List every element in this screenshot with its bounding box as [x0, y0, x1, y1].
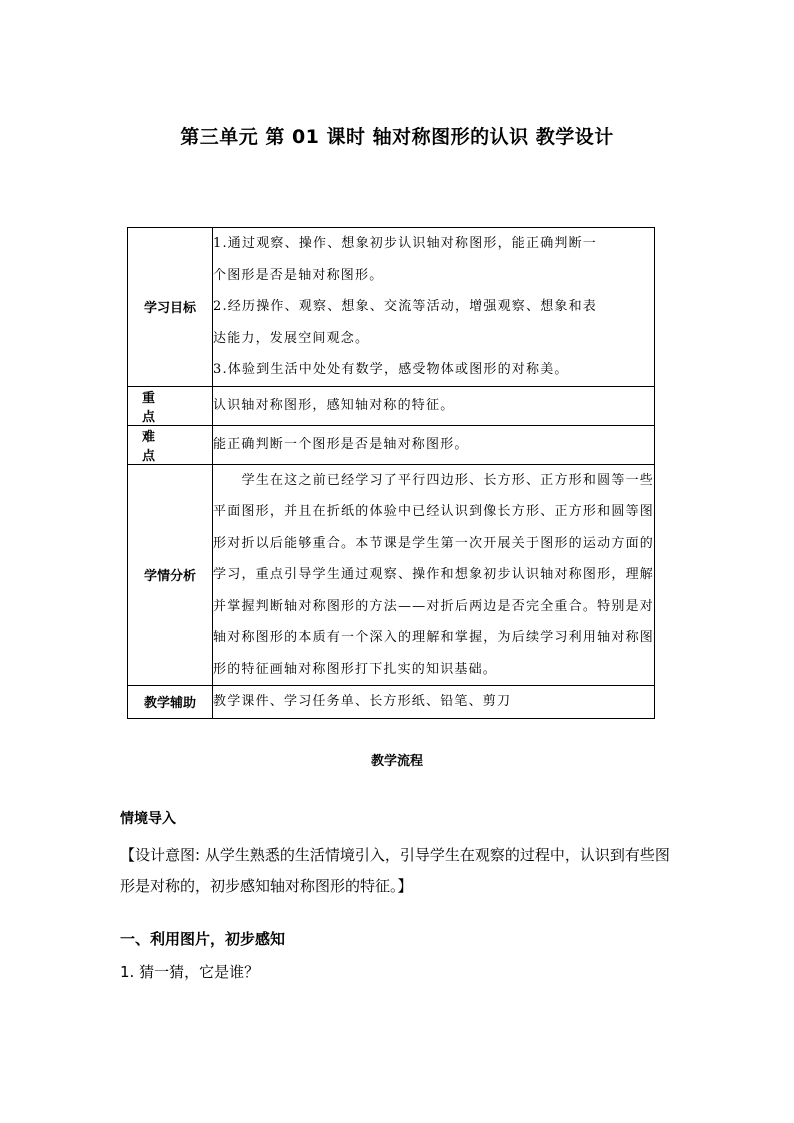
design-intent: 【设计意图: 从学生熟悉的生活情境引入，引导学生在观察的过程中，认识到有些图形是对称的，初步感知轴对称图形的特征。】 — [120, 846, 670, 895]
table-row-analysis — [128, 464, 655, 686]
goal-line-3: 2.经历操作、观察、想象、交流等活动，增强观察、想象和表 — [213, 299, 598, 314]
table-row-aids — [128, 686, 655, 719]
table-row-key-point — [128, 386, 655, 425]
goal-line-1: 1.通过观察、操作、想象初步认识轴对称图形，能正确判断一 — [213, 236, 598, 251]
difficulty-label: 难 点 — [128, 425, 213, 464]
key-point-label: 重 点 — [128, 386, 213, 425]
section-1-heading: 一、利用图片，初步感知 — [120, 930, 286, 948]
goals-label: 学习目标 — [128, 228, 213, 387]
document-title: 第三单元 第 01 课时 轴对称图形的认识 教学设计 — [180, 126, 614, 148]
goal-line-4: 达能力，发展空间观念。 — [213, 330, 370, 346]
goal-line-2: 个图形是否是轴对称图形。 — [213, 267, 384, 283]
analysis-content — [213, 464, 655, 686]
lesson-plan-table — [127, 227, 655, 719]
aids-content: 教学课件、学习任务单、长方形纸、铅笔、剪刀 — [213, 686, 655, 719]
analysis-label: 学情分析 — [128, 464, 213, 686]
aids-label: 教学辅助 — [128, 686, 213, 719]
key-point-content: 认识轴对称图形，感知轴对称的特征。 — [213, 386, 655, 425]
goals-content — [213, 228, 655, 387]
question-1: 1. 猜一猜，它是谁？ — [120, 963, 260, 981]
intro-heading: 情境导入 — [120, 811, 176, 827]
table-row-goals — [128, 228, 655, 387]
goal-line-5: 3.体验到生活中处处有数学，感受物体或图形的对称美。 — [213, 362, 569, 377]
analysis-paragraph: 学生在这之前已经学习了平行四边形、长方形、正方形和圆等一些平面图形，并且在折纸的体验中已经认识到像长方形、正方形和圆等图形对折以后能够重合。本节课是学生第一次开展关于图形的运动方面的学习，重点引导学生通过观察、操作和想象初步认识轴对称图形，理解并掌握判断轴对称图形的方法——对折后两边是否完全重合。特别是对轴对称图形的本质有一个深入的理解和掌握，为后续学习利用轴对称图形的特征画轴对称图形打下扎实的知识基础。 — [213, 472, 654, 677]
flow-title: 教学流程 — [370, 754, 423, 769]
difficulty-content: 能正确判断一个图形是否是轴对称图形。 — [213, 425, 655, 464]
table-row-difficulty — [128, 425, 655, 464]
